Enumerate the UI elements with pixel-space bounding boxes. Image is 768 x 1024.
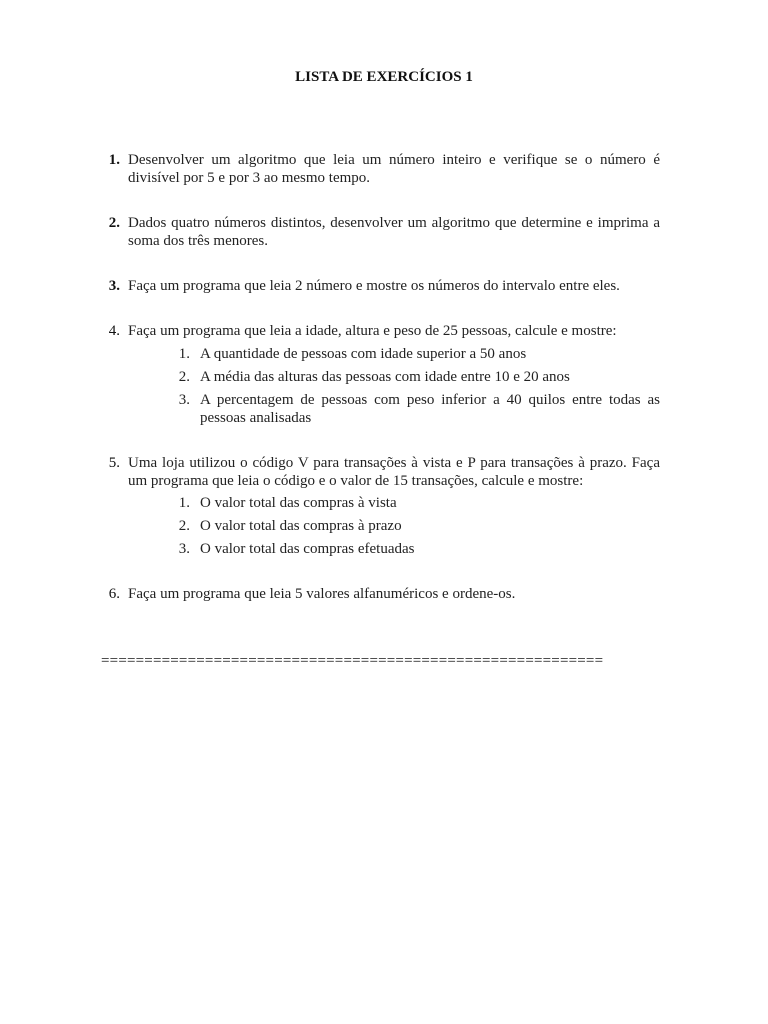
subitem-text: O valor total das compras à prazo [200, 518, 402, 534]
exercise-number: 4. [108, 323, 120, 339]
exercise-number: 5. [108, 455, 120, 471]
exercise-text: Faça um programa que leia 2 número e mostre os números do intervalo entre eles. [128, 278, 620, 294]
exercise-text: Desenvolver um algoritmo que leia um número inteiro e verifique se o número é divisível por 5 e por 3 ao mesmo tempo. [128, 152, 660, 186]
exercise-number: 2. [108, 215, 120, 231]
subitem-number: 3. [178, 541, 190, 557]
subitem-number: 1. [178, 495, 190, 511]
exercise-text: Dados quatro números distintos, desenvolver um algoritmo que determine e imprima a soma dos três menores. [128, 215, 660, 249]
subitem-number: 1. [178, 346, 190, 362]
subitem-text: A média das alturas das pessoas com idade entre 10 e 20 anos [200, 369, 570, 385]
subitem-text: O valor total das compras à vista [200, 495, 397, 511]
subitem-text: A percentagem de pessoas com peso inferior a 40 quilos entre todas as pessoas analisadas [200, 392, 660, 426]
subitem-number: 3. [178, 392, 190, 408]
document-title: LISTA DE EXERCÍCIOS 1 [295, 69, 473, 85]
exercise-number: 3. [108, 278, 120, 294]
exercise-number: 1. [108, 152, 120, 168]
subitem-text: A quantidade de pessoas com idade superior a 50 anos [200, 346, 527, 362]
exercise-text: Faça um programa que leia 5 valores alfanuméricos e ordene-os. [128, 586, 516, 602]
exercise-text: Faça um programa que leia a idade, altura e peso de 25 pessoas, calcule e mostre: [128, 323, 617, 339]
subitem-text: O valor total das compras efetuadas [200, 541, 415, 557]
exercise-text: Uma loja utilizou o código V para transações à vista e P para transações à prazo. Faça um programa que leia o código e o valor de 15 transações, calcule e mostre: [128, 455, 660, 489]
separator-line: ========================================================== [101, 653, 604, 669]
subitem-number: 2. [178, 518, 190, 534]
subitem-number: 2. [178, 369, 190, 385]
exercise-number: 6. [108, 586, 120, 602]
